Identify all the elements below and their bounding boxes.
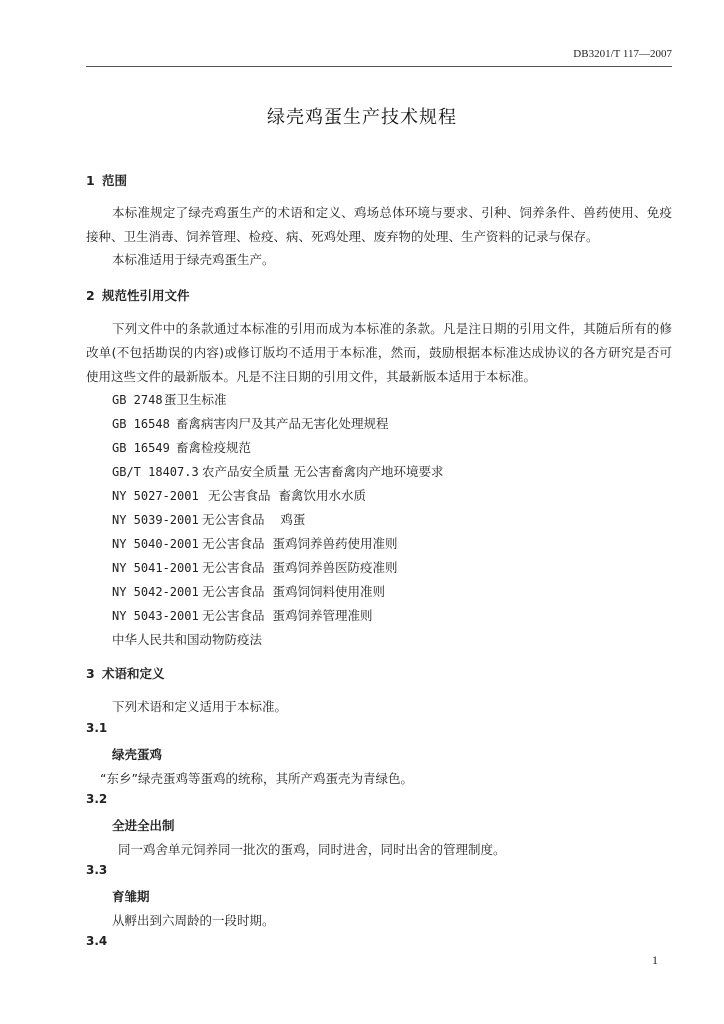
reference-item [112,390,227,408]
reference-code: NY 5040-2001 [112,537,199,551]
term-definition: 同一鸡舍单元饲养同一批次的蛋鸡，同时进舍，同时出舍的管理制度。 [118,842,506,857]
section-2-heading [86,286,190,304]
reference-name: 无公害食品 蛋鸡饲饲料使用准则 [202,584,385,599]
reference-law: 中华人民共和国动物防疫法 [112,632,263,647]
section-title: 术语和定义 [102,666,165,681]
standard-code: DB3201/T 117—2007 [573,48,672,60]
term-number: 3.4 [86,934,108,948]
reference-item [112,486,366,504]
reference-code: GB/T 18407.3 [112,465,199,479]
section-1-paragraph-line: 接种、卫生消毒、饲养管理、检疫、病、死鸡处理、废弃物的处理、生产资料的记录与保存。 [86,229,599,244]
reference-code: NY 5041-2001 [112,561,199,575]
header-divider [86,66,672,67]
section-2-paragraph-line: 使用这些文件的最新版本。凡是不注日期的引用文件，其最新版本适用于本标准。 [86,369,537,384]
term-number: 3.1 [86,721,108,735]
term-definition: “东乡”绿壳蛋鸡等蛋鸡的统称，其所产鸡蛋壳为青绿色。 [100,771,413,786]
section-2-paragraph-line: 改单(不包括勘误的内容)或修订版均不适用于本标准，然而，鼓励根据本标准达成协议的各方研究是否可 [86,345,672,360]
reference-item [112,606,372,624]
section-number: 1 [86,173,95,188]
reference-name: 畜禽病害肉尸及其产品无害化处理规程 [176,416,389,431]
reference-code: NY 5043-2001 [112,609,199,623]
document-title: 绿壳鸡蛋生产技术规程 [267,107,457,128]
reference-name: 无公害食品 畜禽饮用水水质 [208,488,366,503]
reference-code: NY 5027-2001 [112,489,199,503]
term-name: 绿壳蛋鸡 [112,747,163,762]
reference-item [112,462,443,480]
term-name: 全进全出制 [112,818,175,833]
section-3-heading [86,664,165,682]
section-number: 3 [86,666,95,681]
section-number: 2 [86,288,95,303]
term-number: 3.3 [86,863,108,877]
reference-code: NY 5042-2001 [112,585,199,599]
reference-name: 农产品安全质量 无公害畜禽肉产地环境要求 [202,464,444,479]
reference-code: GB 16548 [112,417,170,431]
reference-code: NY 5039-2001 [112,513,199,527]
section-1-heading [86,171,127,189]
reference-item [112,438,251,456]
reference-name: 无公害食品 鸡蛋 [202,512,306,527]
reference-item [112,414,389,432]
reference-code: GB 2748 [112,393,163,407]
term-name: 育雏期 [112,889,150,904]
reference-name: 畜禽检疫规范 [176,440,252,455]
reference-item [112,510,305,528]
reference-name: 无公害食品 蛋鸡饲养管理准则 [202,608,373,623]
term-definition: 从孵出到六周龄的一段时期。 [112,913,275,928]
page-number: 1 [652,953,658,967]
section-1-paragraph-line: 本标准规定了绿壳鸡蛋生产的术语和定义、鸡场总体环境与要求、引种、饲养条件、兽药使用、免疫 [112,205,672,220]
reference-item [112,582,385,600]
section-2-paragraph-line: 下列文件中的条款通过本标准的引用而成为本标准的条款。凡是注日期的引用文件，其随后所有的修 [112,321,672,336]
reference-name: 蛋卫生标准 [164,392,227,407]
reference-item [112,558,397,576]
section-title: 范围 [102,173,128,188]
reference-name: 无公害食品 蛋鸡饲养兽药使用准则 [202,536,398,551]
reference-item [112,534,397,552]
section-title: 规范性引用文件 [102,288,190,303]
reference-name: 无公害食品 蛋鸡饲养兽医防疫准则 [202,560,398,575]
term-number: 3.2 [86,792,108,806]
section-3-intro: 下列术语和定义适用于本标准。 [112,699,288,714]
reference-code: GB 16549 [112,441,170,455]
section-1-paragraph: 本标准适用于绿壳鸡蛋生产。 [112,252,275,267]
